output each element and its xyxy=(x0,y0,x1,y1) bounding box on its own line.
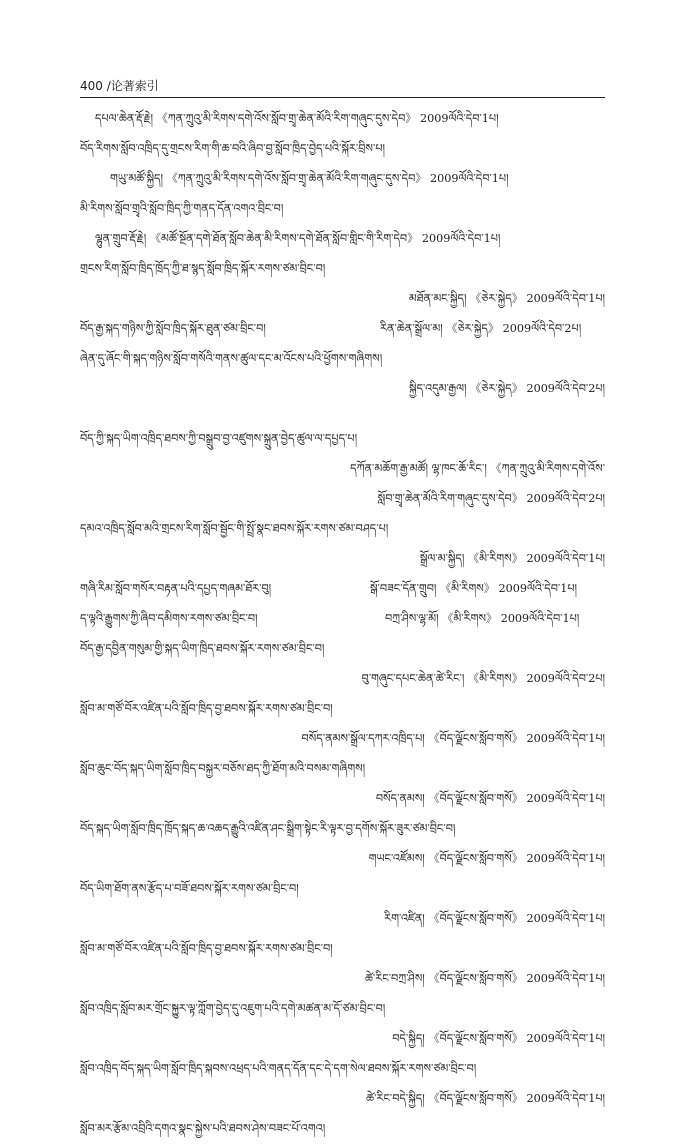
entry-citation: རིན་ཆེན་སྒྲོལ་མ། 《ཅེར་སྐྱེད》 2009ལོའི་དེབ་2པ། xyxy=(380,322,582,335)
entry-text: གཡུ་མཚོ་སྐྱིད། 《ཀན་ཀྲུའུ་མི་རིགས་དགེ་འོས་སློབ་གྲྭ་ཆེན་མོའི་རིག་གཞུང་དུས་དེབ》 2009ལོའི་དེབ་1པ། xyxy=(110,172,509,185)
index-line xyxy=(80,454,605,484)
index-line xyxy=(80,424,605,454)
index-line xyxy=(80,874,605,904)
index-line xyxy=(80,344,605,374)
index-line xyxy=(80,374,605,404)
entry-text: ཞེན་དུ་ཞོང་གི་སྐད་གཉིས་སློབ་གསོའི་གནས་ཚུལ་དང་མ་འོངས་པའི་ཕྱོགས་གཞིགས། xyxy=(80,352,383,365)
index-line xyxy=(80,934,605,964)
entry-text: བོད་རིགས་སློབ་འཁྲིད་དུ་གྲངས་རིག་གི་ཆ་བའི་ཞིབ་བྱ་སློབ་ཁྲིད་བྱེད་པའི་སྐོར་བྲིས་པ། xyxy=(80,142,385,155)
entry-citation: བསོད་ནམས། 《བོད་ལྗོངས་སློབ་གསོ》 2009ལོའི་དེབ་1པ། xyxy=(375,792,605,805)
index-line xyxy=(80,994,605,1024)
index-line xyxy=(80,254,605,284)
entry-citation: སྒོ་བཟང་དོན་གྲུབ། 《མི་རིགས》 2009ལོའི་དེབ་1པ། xyxy=(370,582,578,595)
entry-text: སློབ་མ་གཙོ་བོར་འཛིན་པའི་སློབ་ཁྲིད་བྱ་ཐབས་སྐོར་རགས་ཙམ་བྲིང་བ། xyxy=(80,942,333,955)
entry-text: གྲངས་རིག་སློབ་ཁྲིད་ཁྲོད་ཀྱི་ཐ་སྙད་སློབ་ཁྲིད་སྐོར་རགས་ཙམ་བྲིང་བ། xyxy=(80,262,326,275)
entry-text: བོད་ཡིག་ཐོག་ནས་རྩོད་པ་བཟོ་ཐབས་སྐོར་རགས་ཙམ་བྲིང་བ། xyxy=(80,882,299,895)
entry-citation: བུ་གཞུང་དཔང་ཆེན་ཚེ་རིང་། 《མི་རིགས》 2009ལོའི་དེབ་2པ། xyxy=(361,672,605,685)
index-line xyxy=(80,284,605,314)
entry-citation: གཡང་འཛོམས། 《བོད་ལྗོངས་སློབ་གསོ》 2009ལོའི་དེབ་1པ། xyxy=(368,852,605,865)
entry-text: མི་རིགས་སློབ་གྲྭའི་སློབ་ཁྲིད་ཀྱི་གནད་དོན་འགའ་བྲིང་བ། xyxy=(80,202,284,215)
entry-text: སློབ་ཆུང་བོད་སྐད་ཡིག་སློབ་ཁྲིད་བསྐྱར་བཅོས་ཐད་ཀྱི་ཐོག་མའི་བསམ་གཞིགས། xyxy=(80,762,366,775)
index-line xyxy=(80,604,605,634)
index-line xyxy=(80,664,605,694)
entry-title: བོད་རྒྱ་སྐད་གཉིས་ཀྱི་སློབ་ཁྲིད་སྐོར་ཐུན་ཙམ་བྲིང་བ། xyxy=(80,322,266,335)
entry-citation: སྒྲོལ་མ་སྐྱིད། 《མི་རིགས》 2009ལོའི་དེབ་1པ། xyxy=(419,552,605,565)
entry-citation: དཀོན་མཆོག་རྒྱ་མཚོ། ལྷ་ཁང་ཆོ་རིང་། 《ཀན་ཀྲུའུ་མི་རིགས་དགེ་འོས་ xyxy=(350,462,605,475)
entry-citation: སྐྱིད་འདུམ་རྒྱལ། 《ཅེར་སྐྱེད》 2009ལོའི་དེབ་2པ། xyxy=(409,382,605,395)
entry-text: བོད་སྐད་ཡིག་སློབ་ཁྲིད་ཁྲོད་སྐད་ཆ་འཆད་རྒྱུའི་འཛིན་ཤང་སྒྲིག་སྟེང་རི་ལྟར་བྱ་དགོས་སྐོར་ཟུར་ཙམ་བྲིང་བ། xyxy=(80,822,456,835)
index-line xyxy=(80,484,605,514)
index-line xyxy=(80,754,605,784)
index-line xyxy=(80,904,605,934)
index-line xyxy=(80,224,605,254)
index-line xyxy=(80,1084,605,1114)
index-line xyxy=(80,104,605,134)
index-line xyxy=(80,844,605,874)
entry-citation: ཚེ་རིང་བཀྲ་ཤིས། 《བོད་ལྗོངས་སློབ་གསོ》 2009ལོའི་དེབ་1པ། xyxy=(364,972,605,985)
index-line xyxy=(80,1054,605,1084)
entry-text: བོད་རྒྱ་དབྱིན་གསུམ་གྱི་སྐད་ཡིག་ཁྲིད་ཐབས་སྐོར་རགས་ཙམ་བྲིང་བ། xyxy=(80,642,325,655)
entry-text: སློབ་མར་རྩོམ་འབྲིའི་དགའ་སྣང་སྐྱེས་པའི་ཐབས་ཤེས་བཟང་པོ་འགའ། xyxy=(80,1122,326,1135)
running-header: 400 /论著索引 xyxy=(80,79,159,93)
index-line xyxy=(80,634,605,664)
index-line xyxy=(80,694,605,724)
index-line xyxy=(80,194,605,224)
entry-text: ལྷུན་གྲུབ་རྡོ་རྗེ། 《མཚོ་སྔོན་དགེ་ཐོན་སློབ་ཆེན་མི་རིགས་དགེ་ཐོན་སློབ་གླིང་གི་རིག་དེབ》 2009ལོའི་དེབ་1པ། xyxy=(95,232,501,245)
entry-text: སློབ་འཁྲིད་སློབ་མར་གྲོང་སྐྱུར་ལྟ་ཀློག་བྱེད་དུ་འཇུག་པའི་དགེ་མཚན་མ་དོ་ཙམ་བྲིང་བ། xyxy=(80,1002,386,1015)
index-line xyxy=(80,724,605,754)
header-rule xyxy=(80,97,605,98)
entry-citation: བདེ་སྐྱིད། 《བོད་ལྗོངས་སློབ་གསོ》 2009ལོའི་དེབ་1པ། xyxy=(392,1032,605,1045)
index-line xyxy=(80,1024,605,1054)
entry-text: དཔལ་ཆེན་རྡོ་རྗེ། 《ཀན་ཀྲུའུ་མི་རིགས་དགེ་འོས་སློབ་གྲྭ་ཆེན་མོའི་རིག་གཞུང་དུས་དེབ》 2009ལོའི་དེབ་1པ། xyxy=(95,112,499,125)
index-line xyxy=(80,574,605,604)
index-line xyxy=(80,964,605,994)
entry-text: བོད་ཀྱི་སྐད་ཡིག་འཁྲིད་ཐབས་ཀྱི་བསྒྲུབ་བྱ་འཛུགས་སྐྲུན་བྱེད་ཚུལ་ལ་དཔྱད་པ། xyxy=(80,432,358,445)
index-line xyxy=(80,784,605,814)
entry-text: སློབ་མ་གཙོ་བོར་འཛིན་པའི་སློབ་ཁྲིད་བྱ་ཐབས་སྐོར་རགས་ཙམ་བྲིང་བ། xyxy=(80,702,333,715)
entry-citation: བསོད་ནམས་སྒྲོལ་དཀར་འཁྲིད་པ། 《བོད་ལྗོངས་སློབ་གསོ》 2009ལོའི་དེབ་1པ། xyxy=(301,732,605,745)
index-line xyxy=(80,314,605,344)
entry-citation: སློབ་གྲྭ་ཆེན་མོའི་རིག་གཞུང་དུས་དེབ》 2009ལོའི་དེབ་2པ། xyxy=(377,492,605,505)
entry-title: གཞི་རིམ་སློབ་གསོར་བརྟན་པའི་དཔྱད་གཞམ་ཐོར་བུ། xyxy=(80,582,272,595)
index-line xyxy=(80,814,605,844)
entry-citation: མཐོན་མང་སྐྱིད། 《ཅེར་སྐྱེད》 2009ལོའི་དེབ་1པ། xyxy=(408,292,605,305)
entry-title: ད་ལྟའི་རྒྱུགས་ཀྱི་ཞིབ་དམིགས་རགས་ཙམ་བྲིང་བ། xyxy=(80,612,258,625)
index-line xyxy=(80,134,605,164)
index-line xyxy=(80,164,605,194)
index-line xyxy=(80,544,605,574)
entry-text: སློབ་འཁྲིད་བོད་སྐད་ཡིག་སློབ་ཁྲིད་སྐབས་འཕྲད་པའི་གནད་དོན་དང་དེ་དག་སེལ་ཐབས་སྐོར་རགས་ཙམ་བྲིང་བ། xyxy=(80,1062,477,1075)
entry-text: དམའ་འཁྲིད་སློབ་མའི་གྲངས་རིག་སློབ་སྦྱོང་གི་སྤྲོ་སྣང་ཐབས་སྐོར་རགས་ཙམ་བཤད་པ། xyxy=(80,522,389,535)
index-entries xyxy=(80,104,605,1144)
index-line xyxy=(80,1114,605,1144)
index-line xyxy=(80,514,605,544)
entry-citation: བཀྲ་ཤིས་ལྷ་མོ། 《མི་རིགས》 2009ལོའི་དེབ་1པ། xyxy=(385,612,580,625)
entry-citation: རིག་འཛིན། 《བོད་ལྗོངས་སློབ་གསོ》 2009ལོའི་དེབ་1པ། xyxy=(384,912,605,925)
entry-citation: ཚེ་རིང་བདེ་སྐྱིད། 《བོད་ལྗོངས་སློབ་གསོ》 2009ལོའི་དེབ་1པ། xyxy=(366,1092,605,1105)
